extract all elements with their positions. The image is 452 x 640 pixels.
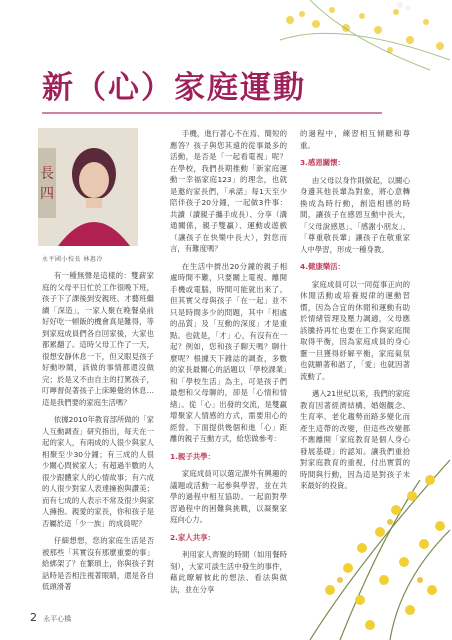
paragraph: 在生活中擠出20分鐘的親子相處時間不難，只要關上電視、離開手機或電腦，時間可能就出來了。但其實父母與孩子「在一起」並不只是時間多少的問題，其中「相處的品質」及「互動的深度」才是重點。也就是，「才」心，有沒有在一起？例如，您和孩子聊天嗎？聊什麼呢？根據天下雜誌的調查，多數的家長最關心的話題以「學校課業」和「學校生活」為主，可是孩子們最想和父母聊的，卻是「心情和情緒」。從「心」出發的交流，是雙贏增聚家人情感的方式，需要用心的經營。下面提供幾個和進「心」距離的親子互動方式，給您做參考： <box>170 261 287 443</box>
subheading: 4.健康樂活： <box>300 262 345 271</box>
article-column-1 <box>42 270 154 599</box>
paragraph: 由父母以身作則做起，以關心身邊其他長輩為對象，將心意轉換成為時行動，創造相感的時間，讓孩子在感恩互動中長大，「父母說感恩」、「感謝小朋友」、「尊重敬長輩」讓孩子在敬重家人中學習，形成一種身教。 <box>300 175 410 254</box>
principal-photo <box>38 128 138 246</box>
page-footer <box>30 611 71 624</box>
paragraph: 有一種無聲是這樣的：雙薪家庭的父母平日忙於工作很晚下班，孩子下了課後到安親班、才藝班繼續「深造」，一家人聚在晚餐桌前好好吃一頓飯的機會真是難得，等到家庭成員們各自回家後，大家也都累翻了。這時父母工作了一天，很想安靜休息一下，但又眼見孩子好動吵鬧，該做的事情都還沒做完；於是又不由自主的打罵孩子，叮嚀督促著孩子上床睡覺的休息…這是我們要的家庭生活嗎？ <box>42 271 154 407</box>
paragraph: 依據2010年教育部所做的「家人互動調查」研究指出，每天在一起的家人，有兩成的人很少與家人相聚至少30分鐘；有三成的人很少關心問候家人；有超過半數的人很少跟體家人的心情故事；有六成的人很少對家人表達擁抱與讚美；而有七成的人表示不常及很少與家人擁抱。親愛的家長，你和孩子是否屬於這「少一族」的成員呢？ <box>42 415 154 528</box>
subheading: 1.親子共學： <box>170 451 215 461</box>
article-column-3 <box>300 128 410 498</box>
paragraph: 仔細想想，您的家庭生活是否被那些「其實沒有那麼重要的事」給綁架了？在繁瑣上，你與孩子對話時是否相注視著眼睛，還是各自低頭滑著 <box>42 536 154 591</box>
paragraph: 手機，進行著心不在焉、簡短的應答？孩子與您其遠的從事最多的活動，是否是「一起看電視」呢？在學校，我們長期推動「新家庭運動一幸福家庭123」的理念，也就是邀約家長們，「承諾」每1天至少陪伴孩子20分鐘，一起做3件事：共讀（讀親子攜手成長）、分享（溝通關係，親子雙贏）、運動或遊戲（讓孩子在快樂中長大），對您而言，有難度嗎？ <box>170 129 287 253</box>
article-column-2 <box>170 128 287 601</box>
subheading: 3.感恩關懷： <box>300 158 345 167</box>
page-number: 2 <box>30 611 37 624</box>
photo-caption: 永平國小校長 林惠冷 <box>42 256 103 263</box>
paragraph: 家庭成員可以選定課外有興趣的議題或活動一起參與學習，並在共學的過程中相互協助、一起面對學習過程中的困難與挑戰，以凝聚家庭向心力。 <box>170 469 287 524</box>
title-underline <box>42 112 382 114</box>
svg-text:四: 四 <box>40 186 54 202</box>
svg-text:長: 長 <box>40 166 54 182</box>
paragraph: 家庭成員可以一同從事正向的休閒活動或培養規律的運動習慣，因為合宜的休閒和運動有助於情緒管理及壓力調適，父母應該騰持再忙也要在工作與家庭間取得平衡，因為家庭成員的身心靈一旦獲得紓解平衡，家庭氣氛也就顯著和諧了，「愛」也就因著流動了。 <box>300 279 410 381</box>
publication-name: 永平心橋 <box>43 615 72 623</box>
subheading: 2.家人共享： <box>170 532 215 542</box>
page-title: 新（心）家庭運動 <box>42 70 306 106</box>
paragraph: 利用家人齊聚的時間（如用餐時刻），大家可談生活中發生的事件，藉此瞭解彼此的想法、看法與做法，並在分享 <box>170 550 287 594</box>
paragraph: 的過程中，練習相互傾聽和尊重。 <box>300 129 410 150</box>
paragraph: 邁入21世紀以來，我們的家庭教育因著經濟結構、婚姻觀念、生育率、老化趨勢而路多變化而產生這帶的改變，但這些改變都不應離開「家庭教育是個人身心發展基礎」的認知。讓我們重拾對家庭教育的重視，付出實質的時間與行動，因為這是對孩子未來最好的投資。 <box>300 389 410 490</box>
